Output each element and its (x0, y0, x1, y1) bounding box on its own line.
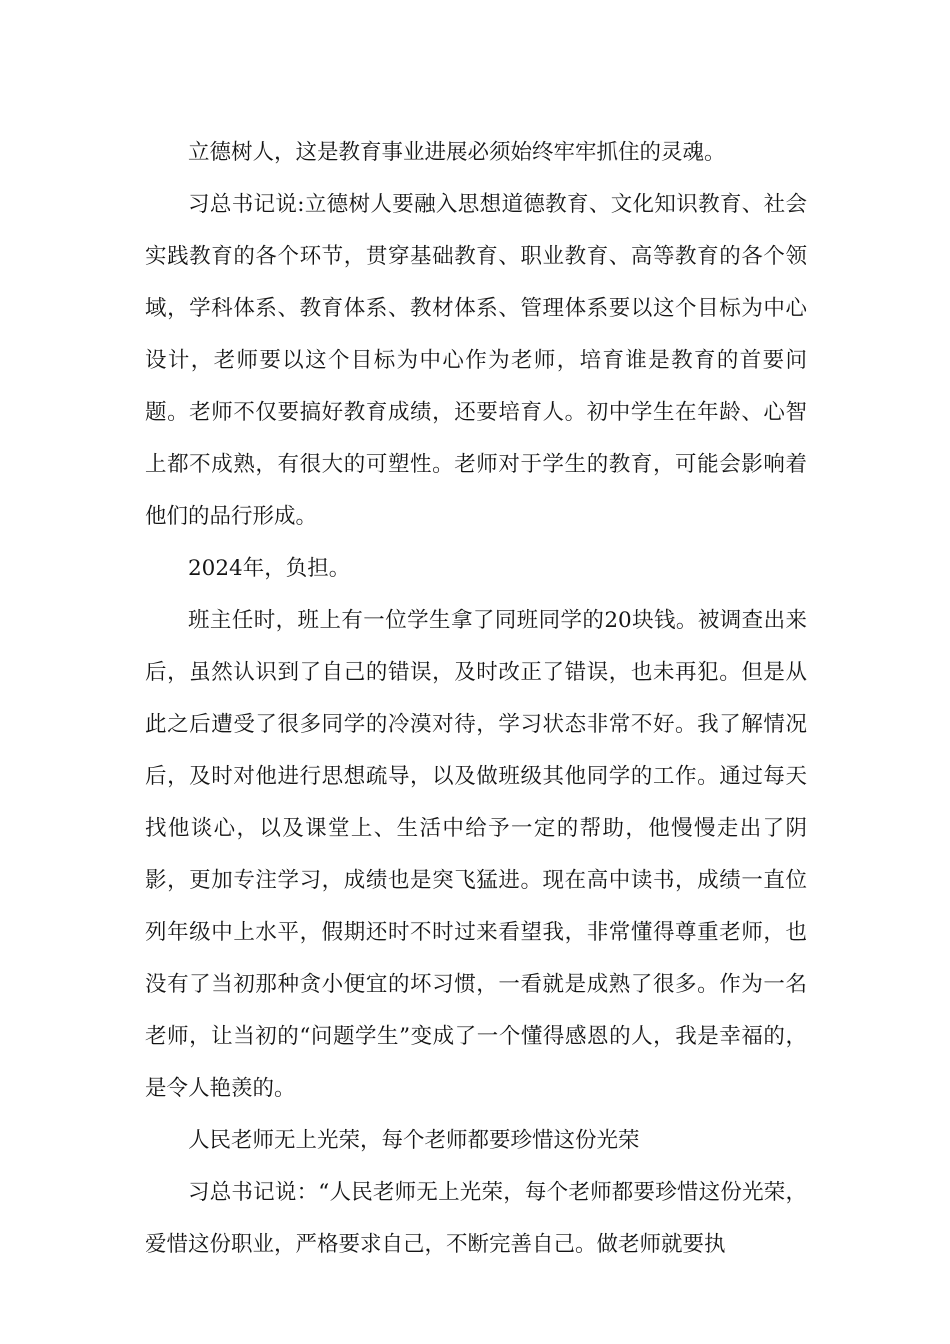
paragraph-6: 习总书记说：“人民老师无上光荣，每个老师都要珍惜这份光荣，爱惜这份职业，严格要求自己，不断完善自己。做老师就要执 (145, 1180, 807, 1257)
paragraph-1: 立德树人，这是教育事业进展必须始终牢牢抓住的灵魂。 (188, 140, 726, 165)
paragraph-3: 2024年，负担。 (188, 556, 351, 581)
paragraph-2: 习总书记说:立德树人要融入思想道德教育、文化知识教育、社会实践教育的各个环节，贯穿基础教育、职业教育、高等教育的各个领域，学科体系、教育体系、教材体系、管理体系要以这个目标为中心设计，老师要以这个目标为中心作为老师，培育谁是教育的首要问题。老师不仅要搞好教育成绩，还要培育人。初中学生在年龄、心智上都不成熟，有很大的可塑性。老师对于学生的教育，可能会影响着他们的品行形成。 (145, 192, 807, 529)
paragraph-5: 人民老师无上光荣，每个老师都要珍惜这份光荣 (188, 1128, 640, 1153)
document-body (145, 127, 807, 1271)
paragraph-4: 班主任时，班上有一位学生拿了同班同学的20块钱。被调查出来后，虽然认识到了自己的错误，及时改正了错误，也未再犯。但是从此之后遭受了很多同学的冷漠对待，学习状态非常不好。我了解情况后，及时对他进行思想疏导，以及做班级其他同学的工作。通过每天找他谈心，以及课堂上、生活中给予一定的帮助，他慢慢走出了阴影，更加专注学习，成绩也是突飞猛进。现在高中读书，成绩一直位列年级中上水平，假期还时不时过来看望我，非常懂得尊重老师，也没有了当初那种贪小便宜的坏习惯，一看就是成熟了很多。作为一名老师，让当初的“问题学生”变成了一个懂得感恩的人，我是幸福的，是令人艳羡的。 (145, 608, 807, 1101)
